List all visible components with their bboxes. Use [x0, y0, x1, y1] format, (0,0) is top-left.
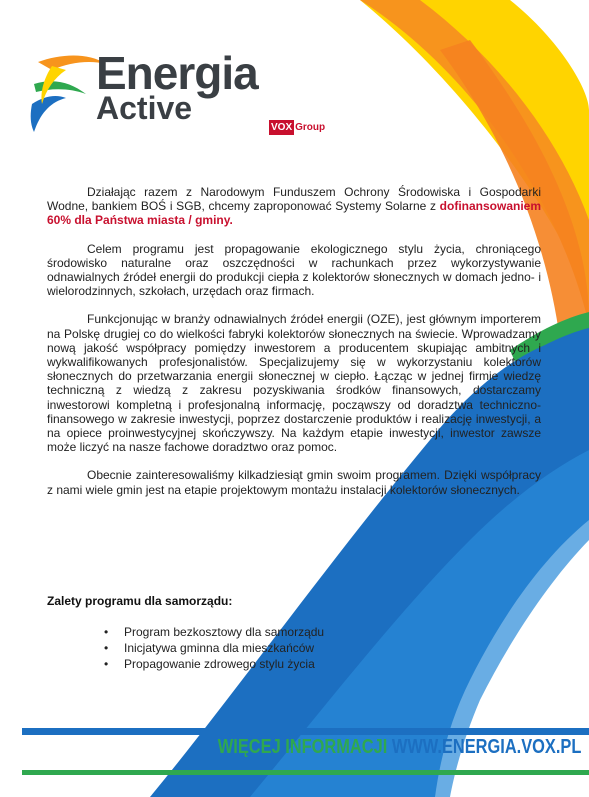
brand-name-energia: Energia: [96, 47, 258, 99]
paragraph-company: Funkcjonując w branży odnawialnych źródeł energii (OZE), jest głównym importerem na Polskę drugiej co do wielkości fabryki kolektorów słonecznych na świecie. Wprowadzamy nową jakość współpracy pomiędzy inwestorem a producentem skupiając ambitnych i wykwalifikowanych profesjonalistów. Specjalizujemy się w wykorzystaniu kolektorów słonecznych do przetwarzania energii słonecznej w ciepło. Łącząc w jednej firmie wiedzę techniczną z wiedzą z zakresu pozyskiwania środków finansowych, dostarczamy inwestorowi kompletną i profesjonalną informację, począwszy od doradztwa techniczno-finansowego w zakresie inwestycji, poprzez dostarczenie produktów i realizację inwestycji, a na opiece proinwestycyjnej skończywszy. Na każdym etapie inwestycji, inwestor zawsze może liczyć na nasze fachowe doradztwo oraz pomoc.: [47, 312, 541, 455]
paragraph-intro-text: Działając razem z Narodowym Funduszem Ochrony Środowiska i Gospodarki Wodne, bankiem BOŚ i SGB, chcemy zaproponować Systemy Solarne z: [47, 185, 541, 214]
paragraph-goal: Celem programu jest propagowanie ekologicznego stylu życia, chroniącego środowisko naturalne oraz oszczędności w rachunkach przez wykorzystywanie odnawialnych źródeł energii do produkcji ciepła z kolektorów słonecznych w domach jedno- i wielorodzinnych, szkołach, urzędach oraz firmach.: [47, 241, 541, 299]
brand-name-active: Active: [96, 90, 193, 126]
footer-label: WIĘCEJ INFORMACJI: [217, 736, 392, 758]
footer-info: [217, 736, 581, 759]
list-item-text: Inicjatywa gminna dla mieszkańców: [124, 641, 315, 655]
bullet-icon: •: [104, 641, 109, 655]
list-item: [104, 640, 324, 656]
footer-website-link[interactable]: WWW.ENERGIA.VOX.PL: [391, 736, 581, 758]
body-text: [47, 185, 541, 511]
paragraph-intro: [47, 185, 541, 228]
footer-blue-rule: [22, 728, 589, 735]
list-item-text: Propagowanie zdrowego stylu życia: [124, 657, 315, 671]
footer-green-rule: [22, 770, 589, 775]
bullet-icon: •: [104, 625, 109, 639]
list-item-text: Program bezkosztowy dla samorządu: [124, 625, 325, 639]
funding-highlight: dofinansowaniem 60% dla Państwa miasta / gminy.: [47, 199, 541, 228]
vox-logo-group-text: Group: [295, 121, 326, 133]
advantages-list: [104, 624, 324, 672]
vox-logo-box: VOX: [271, 121, 293, 133]
paragraph-status: Obecnie zainteresowaliśmy kilkadziesiąt gmin swoim programem. Dzięki współpracy z nami wiele gmin jest na etapie projektowym montażu instalacji kolektorów słonecznych.: [47, 468, 541, 497]
vox-group-logo: [269, 119, 325, 135]
bullet-icon: •: [104, 657, 109, 671]
list-item: [104, 624, 324, 640]
list-item: [104, 656, 324, 672]
advantages-heading: Zalety programu dla samorządu:: [47, 594, 233, 608]
